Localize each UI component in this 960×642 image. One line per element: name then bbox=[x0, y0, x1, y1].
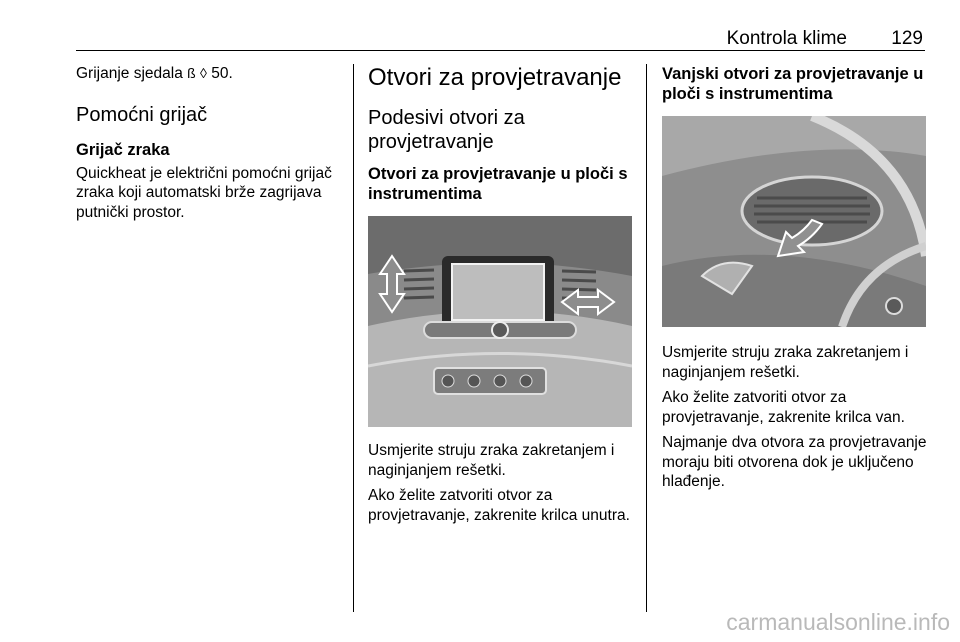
page-header bbox=[76, 0, 925, 51]
column-divider-2 bbox=[646, 64, 647, 612]
section-title: Kontrola klime bbox=[726, 28, 847, 49]
outer-close-vent-text: Ako želite zatvoriti otvor za provjetravanje, zakrenite krilca van. bbox=[662, 389, 905, 426]
close-vent-text: Ako želite zatvoriti otvor za provjetravanje, zakrenite krilca unutra. bbox=[368, 487, 630, 524]
outer-adjust-airflow-text: Usmjerite struju zraka zakretanjem i naginjanjem rešetki. bbox=[662, 344, 909, 381]
cross-reference-page: 50. bbox=[211, 65, 233, 82]
subsubheading-dashboard-vents: Otvori za provjetravanje u ploči s instrumentima bbox=[368, 165, 628, 203]
outer-vent-illustration bbox=[662, 116, 926, 327]
column-2 bbox=[368, 64, 634, 525]
heading-air-vents: Otvori za provjetravanje bbox=[368, 64, 622, 91]
seat-heating-icon: ß bbox=[187, 65, 196, 81]
cross-reference[interactable] bbox=[76, 64, 344, 84]
subheading-adjustable-vents: Podesivi otvori za provjetravanje bbox=[368, 107, 525, 153]
air-heater-description: Quickheat je električni pomoćni grijač zraka koji automatski brže zagrijava putnički prostor. bbox=[76, 164, 332, 221]
adjust-airflow-text: Usmjerite struju zraka zakretanjem i naginjanjem rešetki. bbox=[368, 442, 615, 479]
column-divider-1 bbox=[353, 64, 354, 612]
column-1 bbox=[76, 64, 344, 222]
min-open-vents-text: Najmanje dva otvora za provjetravanje moraju biti otvorena dok je uključeno hlađenje. bbox=[662, 434, 927, 490]
reference-arrow-icon: ◊ bbox=[200, 65, 207, 81]
page-number: 129 bbox=[891, 28, 923, 49]
watermark: carmanualsonline.info bbox=[726, 609, 950, 635]
cross-reference-label: Grijanje sjedala bbox=[76, 65, 183, 82]
dashboard-vents-illustration bbox=[368, 216, 632, 427]
subheading-air-heater: Grijač zraka bbox=[76, 140, 170, 159]
heading-auxiliary-heater: Pomoćni grijač bbox=[76, 103, 208, 126]
column-3 bbox=[662, 64, 928, 492]
heading-outer-vents: Vanjski otvori za provjetravanje u ploči s instrumentima bbox=[662, 65, 924, 103]
